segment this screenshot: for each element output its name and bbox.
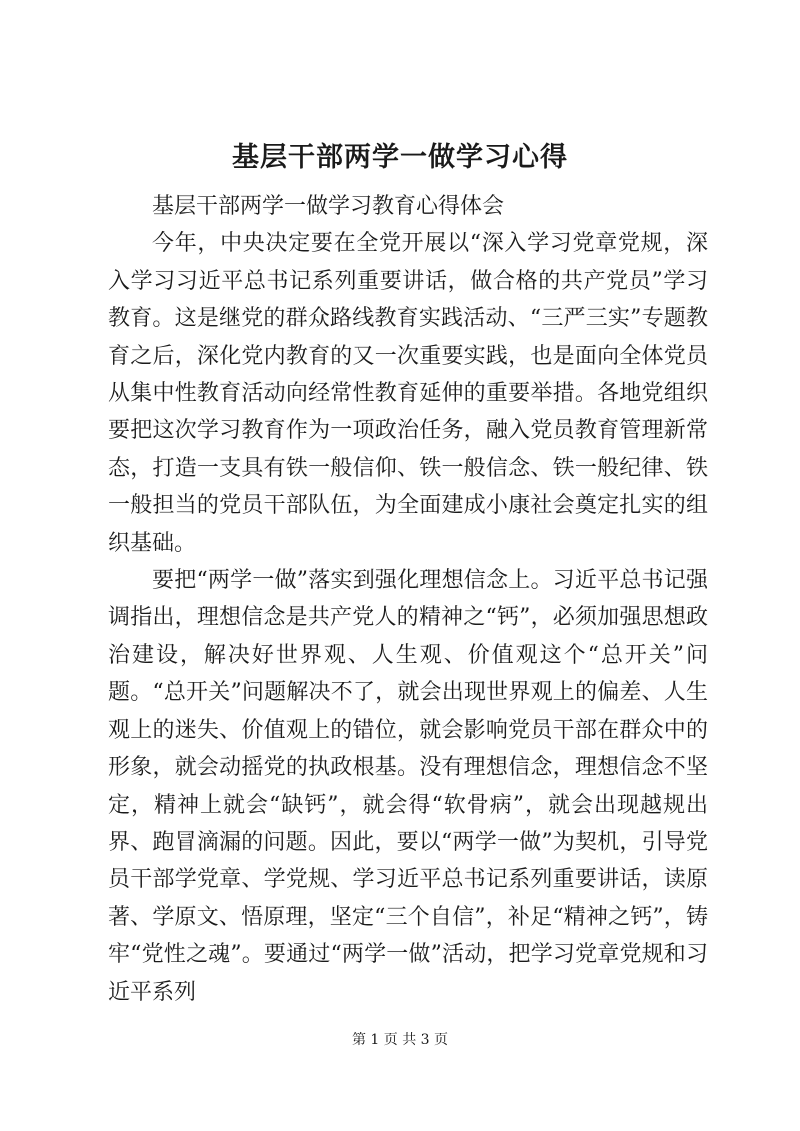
document-title: 基层干部两学一做学习心得 (232, 142, 568, 173)
body-paragraph: 今年，中央决定要在全党开展以“深入学习党章党规，深入学习习近平总书记系列重要讲话，做合格的共产党员”学习教育。这是继党的群众路线教育实践活动、“三严三实”专题教育之后，深化党内教育的又一次重要实践，也是面向全体党员从集中性教育活动向经常性教育延伸的重要举措。各地党组织要把这次学习教育作为一项政治任务，融入党员教育管理新常态，打造一支具有铁一般信仰、铁一般信念、铁一般纪律、铁一般担当的党员干部队伍，为全面建成小康社会奠定扎实的组织基础。 (108, 231, 708, 556)
page-number-footer: 第 1 页 共 3 页 (351, 1032, 449, 1048)
subtitle-paragraph: 基层干部两学一做学习教育心得体会 (152, 194, 505, 219)
document-body (108, 188, 708, 1011)
body-paragraph: 要把“两学一做”落实到强化理想信念上。习近平总书记强调指出，理想信念是共产党人的精神之“钙”，必须加强思想政治建设，解决好世界观、人生观、价值观这个“总开关”问题。“总开关”问题解决不了，就会出现世界观上的偏差、人生观上的迷失、价值观上的错位，就会影响党员干部在群众中的形象，就会动摇党的执政根基。没有理想信念，理想信念不坚定，精神上就会“缺钙”，就会得“软骨病”，就会出现越规出界、跑冒滴漏的问题。因此，要以“两学一做”为契机，引导党员干部学党章、学党规、学习近平总书记系列重要讲话，读原著、学原文、悟原理，坚定“三个自信”，补足“精神之钙”，铸牢“党性之魂”。要通过“两学一做”活动，把学习党章党规和习近平系列 (108, 568, 708, 1005)
